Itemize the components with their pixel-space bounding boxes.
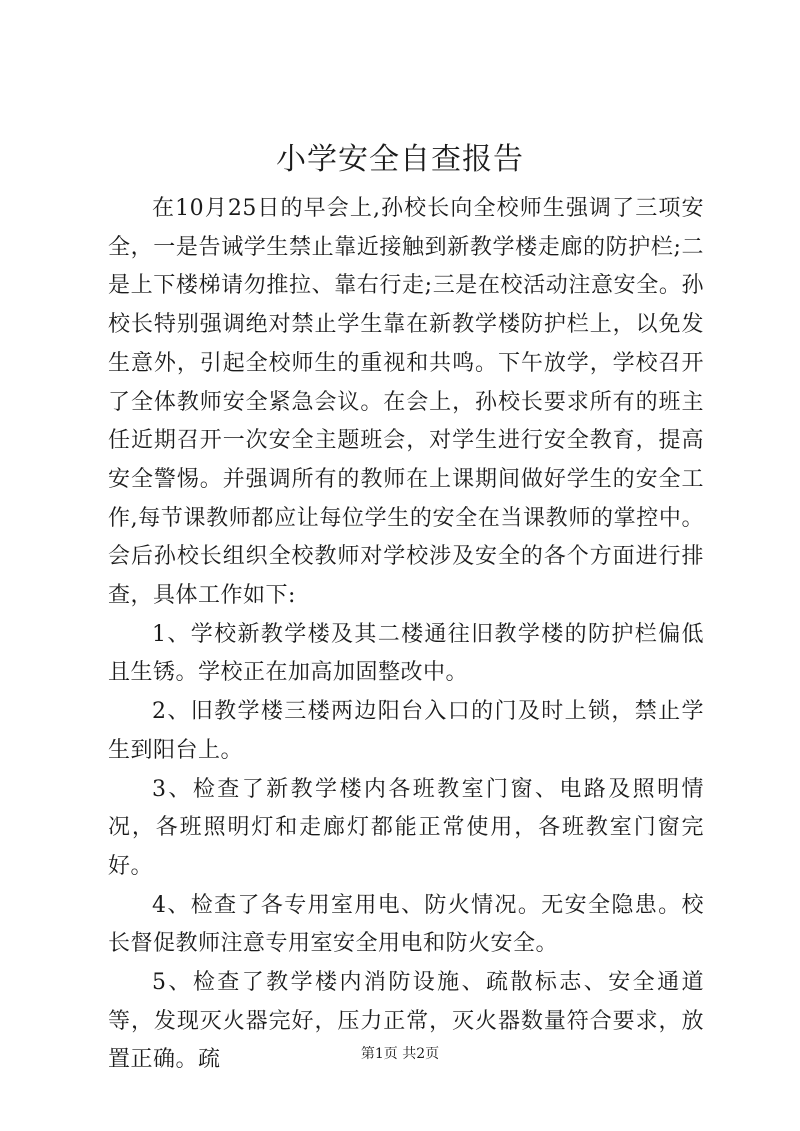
item-3-paragraph: 3、检查了新教学楼内各班教室门窗、电路及照明情况，各班照明灯和走廊灯都能正常使用，各班教室门窗完好。 bbox=[108, 776, 704, 879]
intro-paragraph: 在10月25日的早会上,孙校长向全校师生强调了三项安全，一是告诫学生禁止靠近接触到新教学楼走廊的防护栏;二是上下楼梯请勿推拉、靠右行走;三是在校活动注意安全。孙校长特别强调绝对禁止学生靠在新教学楼防护栏上，以免发生意外，引起全校师生的重视和共鸣。下午放学，学校召开了全体教师安全紧急会议。在会上，孙校长要求所有的班主任近期召开一次安全主题班会，对学生进行安全教育，提高安全警惕。并强调所有的教师在上课期间做好学生的安全工作,每节课教师都应让每位学生的安全在当课教师的掌控中。会后孙校长组织全校教师对学校涉及安全的各个方面进行排查，具体工作如下: bbox=[108, 196, 704, 609]
item-2-paragraph: 2、旧教学楼三楼两边阳台入口的门及时上锁，禁止学生到阳台上。 bbox=[108, 699, 704, 763]
item-1-paragraph: 1、学校新教学楼及其二楼通往旧教学楼的防护栏偏低且生锈。学校正在加高加固整改中。 bbox=[108, 621, 704, 686]
document-title: 小学安全自查报告 bbox=[276, 142, 524, 177]
item-5-paragraph: 5、检查了教学楼内消防设施、疏散标志、安全通道等，发现灭火器完好，压力正常，灭火器数量符合要求，放置正确。疏 bbox=[108, 970, 704, 1073]
document-body bbox=[108, 190, 704, 1080]
page-number-footer: 第1页 共2页 bbox=[360, 1046, 440, 1062]
item-4-paragraph: 4、检查了各专用室用电、防火情况。无安全隐患。校长督促教师注意专用室安全用电和防火安全。 bbox=[108, 892, 704, 957]
